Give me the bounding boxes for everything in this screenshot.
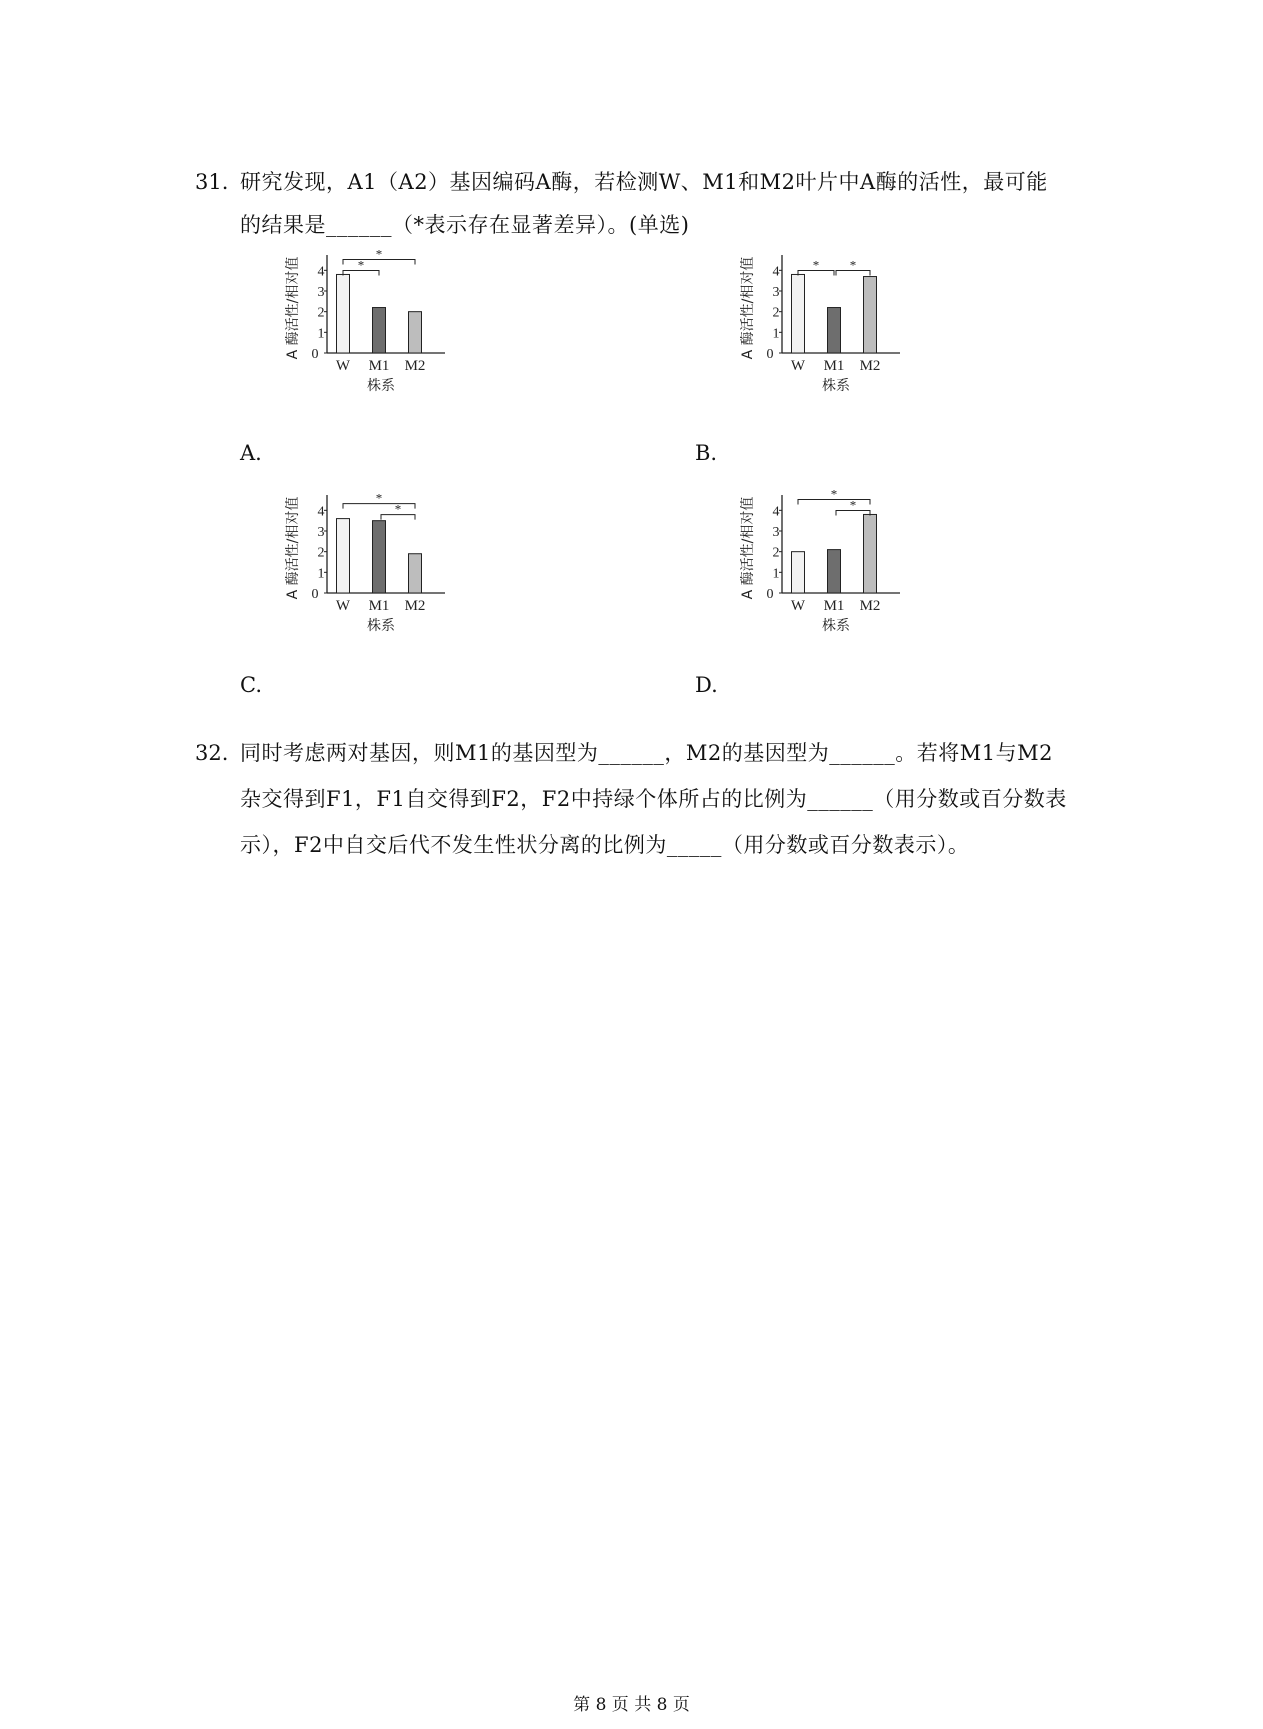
x-tick-label: W <box>790 358 806 374</box>
y-tick-label: 0 <box>766 347 774 362</box>
y-tick-label: 3 <box>772 525 780 540</box>
bar-w <box>337 519 350 593</box>
chart-option-a <box>285 250 495 425</box>
significance-star: * <box>357 257 365 273</box>
x-axis-label: 株系 <box>367 618 395 634</box>
option-d-label[interactable]: D. <box>695 673 718 697</box>
question-31-number: 31. <box>195 170 229 194</box>
x-axis-label: 株系 <box>822 618 850 634</box>
y-tick-label: 0 <box>311 347 319 362</box>
y-tick-label: 2 <box>772 545 780 561</box>
bar-m1 <box>828 550 841 593</box>
y-tick-label: 1 <box>317 326 325 342</box>
option-c-label[interactable]: C. <box>240 673 262 697</box>
y-tick-label: 0 <box>766 587 774 602</box>
x-tick-label: M1 <box>823 598 845 614</box>
bar-m2 <box>864 514 877 593</box>
y-tick-label: 4 <box>317 264 325 280</box>
chart-option-d <box>740 490 950 665</box>
y-tick-label: 2 <box>772 305 780 321</box>
x-tick-label: M2 <box>404 358 426 374</box>
significance-star: * <box>394 501 402 517</box>
y-axis-label: A 酶活性/相对值 <box>740 496 756 600</box>
x-axis-label: 株系 <box>367 378 395 394</box>
y-tick-label: 0 <box>311 587 319 602</box>
y-tick-label: 1 <box>772 326 780 342</box>
y-tick-label: 4 <box>772 504 780 520</box>
question-32-line-3: 示），F2中自交后代不发生性状分离的比例为_____（用分数或百分数表示）。 <box>240 833 970 857</box>
y-tick-label: 2 <box>317 305 325 321</box>
y-tick-label: 1 <box>317 566 325 582</box>
bar-w <box>337 274 350 353</box>
page-footer: 第 8 页 共 8 页 <box>573 1695 690 1715</box>
bar-m1 <box>373 308 386 353</box>
option-a-label[interactable]: A. <box>240 441 262 465</box>
x-tick-label: M1 <box>823 358 845 374</box>
y-axis-label: A 酶活性/相对值 <box>285 256 301 360</box>
significance-star: * <box>849 257 857 273</box>
x-tick-label: M1 <box>368 358 390 374</box>
bar-w <box>792 552 805 593</box>
x-tick-label: M2 <box>404 598 426 614</box>
x-tick-label: W <box>335 358 351 374</box>
x-tick-label: M2 <box>859 598 881 614</box>
x-tick-label: W <box>335 598 351 614</box>
y-tick-label: 3 <box>317 525 325 540</box>
question-32-line-2: 杂交得到F1，F1自交得到F2，F2中持绿个体所占的比例为______（用分数或百分数表 <box>240 787 1067 811</box>
y-tick-label: 3 <box>317 285 325 300</box>
y-tick-label: 2 <box>317 545 325 561</box>
option-b-label[interactable]: B. <box>695 441 718 465</box>
significance-star: * <box>375 490 383 506</box>
x-axis-label: 株系 <box>822 378 850 394</box>
x-tick-label: W <box>790 598 806 614</box>
y-axis-label: A 酶活性/相对值 <box>285 496 301 600</box>
bar-m1 <box>828 308 841 353</box>
bar-w <box>792 274 805 353</box>
y-tick-label: 4 <box>772 264 780 280</box>
significance-star: * <box>375 250 383 262</box>
x-tick-label: M1 <box>368 598 390 614</box>
x-tick-label: M2 <box>859 358 881 374</box>
question-31-line-2: 的结果是______（*表示存在显著差异）。(单选) <box>240 213 690 237</box>
question-32-number: 32. <box>195 741 229 765</box>
y-axis-label: A 酶活性/相对值 <box>740 256 756 360</box>
y-tick-label: 1 <box>772 566 780 582</box>
y-tick-label: 4 <box>317 504 325 520</box>
bar-m2 <box>409 312 422 353</box>
bar-m1 <box>373 521 386 593</box>
question-32-line-1: 同时考虑两对基因，则M1的基因型为______，M2的基因型为______。若将M1与M2 <box>240 741 1053 765</box>
bar-m2 <box>864 277 877 353</box>
chart-option-c <box>285 490 495 665</box>
chart-option-b <box>740 250 950 425</box>
y-tick-label: 3 <box>772 285 780 300</box>
significance-star: * <box>849 497 857 513</box>
significance-star: * <box>830 490 838 502</box>
question-31-line-1: 研究发现，A1（A2）基因编码A酶，若检测W、M1和M2叶片中A酶的活性，最可能 <box>240 170 1048 194</box>
bar-m2 <box>409 554 422 593</box>
significance-star: * <box>812 257 820 273</box>
